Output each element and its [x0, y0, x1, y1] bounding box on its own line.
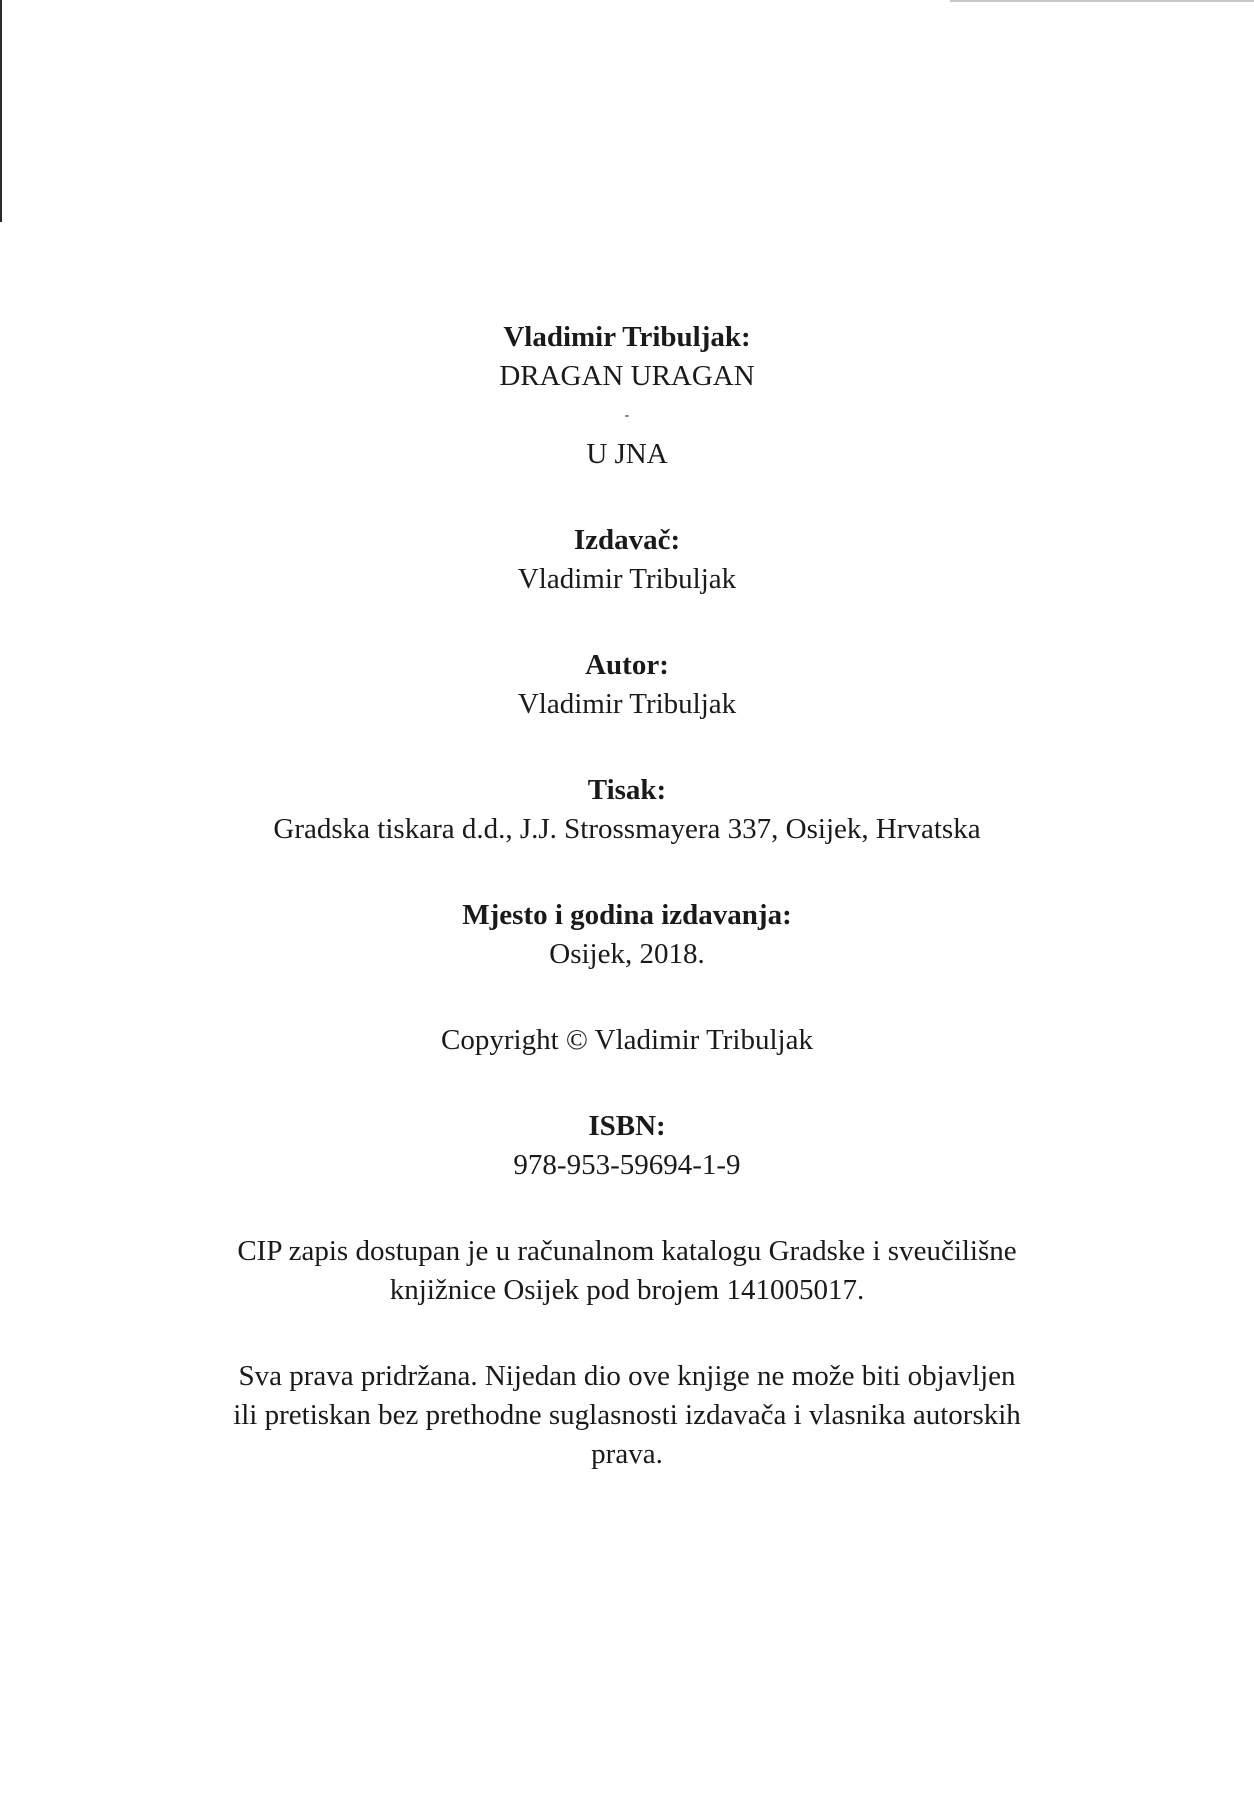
imprint-page — [0, 318, 1254, 1474]
copyright-notice: Copyright © Vladimir Tribuljak — [441, 1024, 813, 1056]
rights-paragraph — [147, 1357, 1107, 1474]
cip-line: knjižnice Osijek pod brojem 141005017. — [389, 1274, 865, 1306]
cip-paragraph — [147, 1232, 1107, 1310]
isbn-label: ISBN: — [588, 1110, 666, 1142]
print-value: Gradska tiskara d.d., J.J. Strossmayera 337, Osijek, Hrvatska — [273, 813, 981, 845]
author-heading: Vladimir Tribuljak: — [503, 321, 751, 353]
scan-edge-top — [950, 0, 1254, 2]
scan-edge-left — [0, 0, 2, 222]
publisher-label: Izdavač: — [573, 524, 681, 556]
rights-line: ili pretiskan bez prethodne suglasnosti izdavača i vlasnika autorskih — [233, 1399, 1021, 1431]
author-label: Autor: — [585, 649, 669, 681]
cip-line: CIP zapis dostupan je u računalnom katalogu Gradske i sveučilišne — [237, 1235, 1017, 1267]
print-label: Tisak: — [587, 774, 667, 806]
rights-line: Sva prava pridržana. Nijedan dio ove knjige ne može biti objavljen — [238, 1360, 1016, 1392]
isbn-value: 978-953-59694-1-9 — [513, 1149, 741, 1181]
book-subtitle: U JNA — [586, 438, 668, 470]
book-title: DRAGAN URAGAN — [499, 360, 755, 392]
rights-line: prava. — [591, 1438, 663, 1470]
publisher-value: Vladimir Tribuljak — [517, 563, 737, 595]
place-year-label: Mjesto i godina izdavanja: — [462, 899, 792, 931]
author-value: Vladimir Tribuljak — [517, 688, 737, 720]
place-year-value: Osijek, 2018. — [549, 938, 705, 970]
title-separator: - — [624, 408, 630, 423]
